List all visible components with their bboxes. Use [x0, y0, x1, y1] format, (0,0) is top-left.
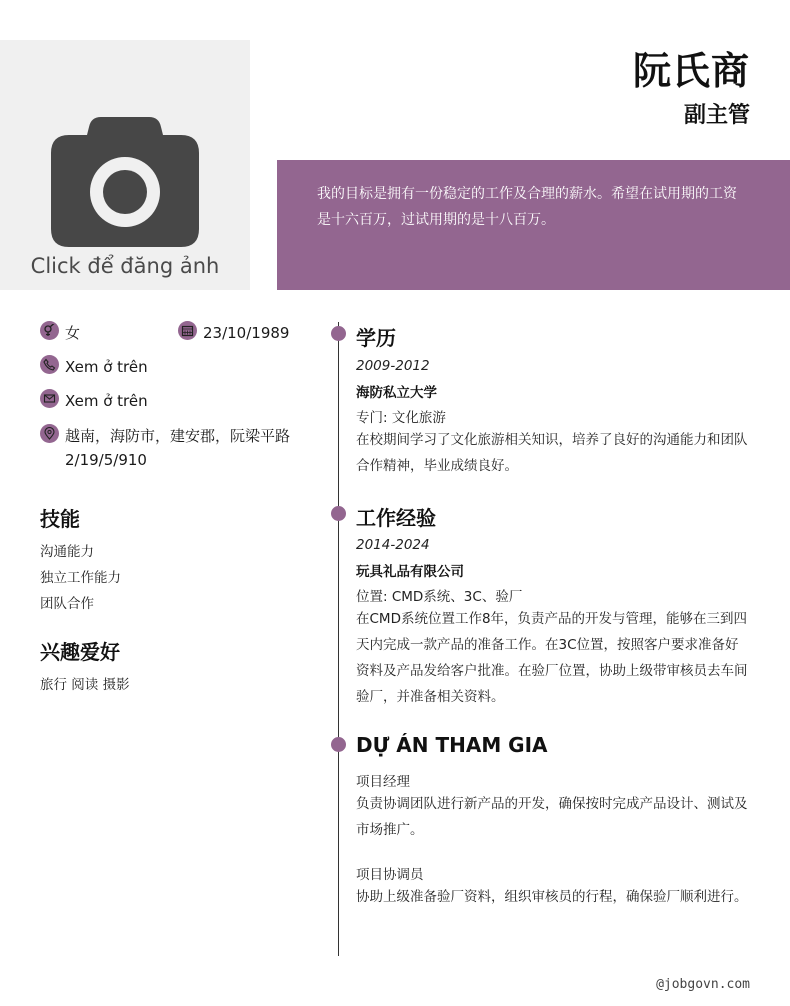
- project-description: 协助上级准备验厂资料，组织审核员的行程，确保验厂顺利进行。: [356, 889, 748, 905]
- job-title: 副主管: [683, 103, 750, 128]
- education-major: 专门: 文化旅游: [356, 410, 446, 426]
- education-school: 海防私立大学: [356, 385, 437, 401]
- projects-heading: DỰ ÁN THAM GIA: [356, 733, 548, 757]
- skill-item: 独立工作能力: [40, 570, 121, 586]
- address-line-1: 越南，海防市，建安郡，阮梁平路: [65, 427, 291, 445]
- experience-description: 在CMD系统位置工作8年，负责产品的开发与管理，能够在三到四天内完成一款产品的准备工作。在3C位置，按照客户要求准备好资料及产品发给客户批准。在验厂位置，协助上级带审核员去车间验厂，并准备相关资料。: [356, 611, 748, 705]
- camera-icon: [51, 117, 199, 247]
- experience-period: 2014-2024: [356, 537, 430, 553]
- project-description: 负责协调团队进行新产品的开发，确保按时完成产品设计、测试及市场推广。: [356, 796, 748, 838]
- email-icon: [40, 389, 59, 408]
- timeline-line: [338, 322, 339, 956]
- timeline-dot: [331, 737, 346, 752]
- project-role: 项目经理: [356, 774, 410, 790]
- experience-heading: 工作经验: [356, 506, 436, 530]
- skill-item: 沟通能力: [40, 544, 94, 560]
- gender-value: 女: [65, 324, 81, 342]
- hobbies-text: 旅行 阅读 摄影: [40, 677, 130, 693]
- timeline-dot: [331, 326, 346, 341]
- objective-text: 我的目标是拥有一份稳定的工作及合理的薪水。希望在试用期的工资是十六百万，过试用期的是十八百万。: [317, 186, 737, 228]
- education-description: 在校期间学习了文化旅游相关知识，培养了良好的沟通能力和团队合作精神，毕业成绩良好。: [356, 432, 748, 474]
- calendar-icon: [178, 321, 197, 340]
- footer-watermark: @jobgovn.com: [656, 977, 750, 992]
- address-line-2: 2/19/5/910: [65, 451, 147, 469]
- photo-upload-area[interactable]: [0, 40, 250, 290]
- timeline-dot: [331, 506, 346, 521]
- birthday-value: 23/10/1989: [203, 324, 290, 342]
- project-role: 项目协调员: [356, 867, 424, 883]
- gender-icon: [40, 321, 59, 340]
- skill-item: 团队合作: [40, 596, 94, 612]
- education-period: 2009-2012: [356, 358, 430, 374]
- location-pin-icon: [40, 424, 59, 443]
- education-heading: 学历: [356, 326, 396, 350]
- objective-box: [277, 160, 790, 290]
- experience-company: 玩具礼品有限公司: [356, 564, 464, 580]
- phone-value: Xem ở trên: [65, 358, 148, 376]
- email-value: Xem ở trên: [65, 392, 148, 410]
- experience-position: 位置: CMD系统、3C、验厂: [356, 589, 523, 605]
- skills-heading: 技能: [40, 507, 80, 531]
- photo-caption[interactable]: Click để đăng ảnh: [30, 254, 220, 278]
- candidate-name: 阮氏商: [632, 49, 750, 93]
- phone-icon: [40, 355, 59, 374]
- hobbies-heading: 兴趣爱好: [40, 640, 120, 664]
